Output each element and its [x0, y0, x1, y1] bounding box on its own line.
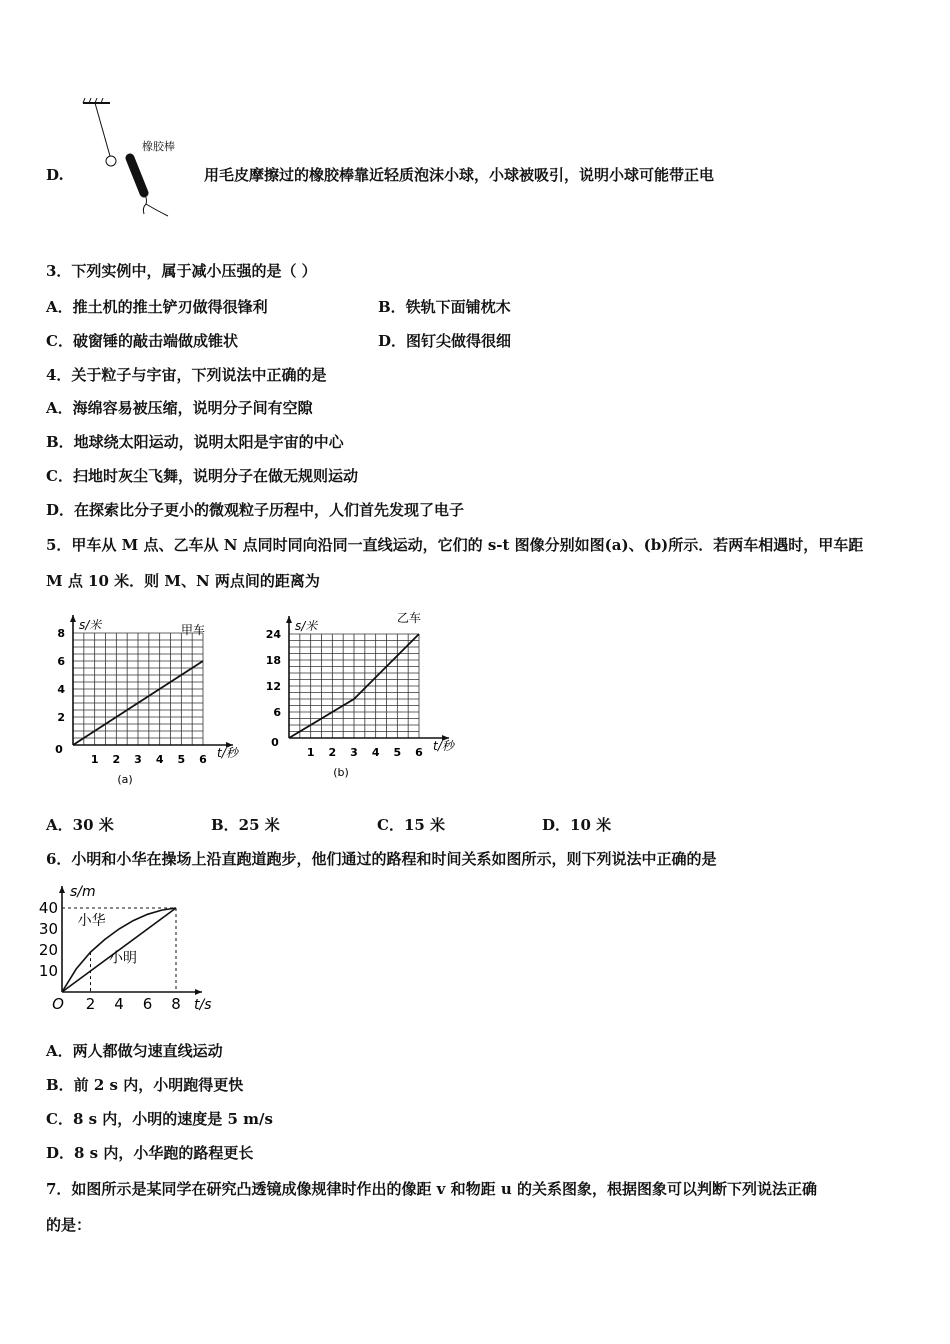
x-tick-label: 2 — [112, 753, 121, 766]
y-axis-label: s/m — [70, 884, 96, 900]
q6-option-b: B．前 2 s 内，小明跑得更快 — [46, 1076, 244, 1094]
y-tick-label: 12 — [265, 680, 281, 693]
chart-caption: (b) — [333, 766, 349, 779]
y-axis-label: s/米 — [295, 619, 318, 633]
q4-option-a: A．海绵容易被压缩，说明分子间有空隙 — [46, 399, 313, 417]
x-tick-label: 0 — [55, 743, 63, 756]
legend-label-xiaoming: 小明 — [109, 950, 138, 967]
q6-stem: 6．小明和小华在操场上沿直跑道跑步，他们通过的路程和时间关系如图所示，则下列说法中正确的是 — [46, 850, 717, 868]
x-tick-label: 3 — [134, 753, 142, 766]
y-tick-label: 10 — [38, 962, 58, 980]
x-tick-label: 4 — [155, 753, 164, 766]
legend-label-xiaohua: 小华 — [77, 912, 106, 929]
q5-option-a: A．30 米 — [46, 816, 114, 834]
x-tick-label: 5 — [393, 746, 402, 759]
q4-option-d: D．在探索比分子更小的微观粒子历程中，人们首先发现了电子 — [46, 501, 465, 519]
x-tick-label: 4 — [371, 746, 380, 759]
x-tick-label: 1 — [90, 753, 99, 766]
y-tick-label: 18 — [265, 654, 281, 667]
chart-b-yi-car — [262, 605, 477, 792]
q5-option-d: D．10 米 — [542, 816, 612, 834]
q3-option-d: D．图钉尖做得很细 — [378, 332, 512, 350]
x-tick-label: 2 — [328, 746, 337, 759]
x-tick-label: 6 — [142, 995, 153, 1013]
q4-stem: 4．关于粒子与宇宙，下列说法中正确的是 — [46, 366, 327, 384]
x-tick-label: 8 — [171, 995, 181, 1013]
y-tick-label: 30 — [38, 920, 58, 938]
chart-caption: (a) — [117, 773, 133, 786]
y-tick-label: 24 — [265, 628, 281, 641]
x-tick-label: O — [52, 995, 64, 1013]
y-tick-label: 6 — [273, 706, 281, 719]
y-axis-arrow — [286, 616, 292, 623]
x-axis-label: t/s — [194, 997, 212, 1013]
x-tick-label: 4 — [114, 995, 124, 1013]
x-tick-label: 2 — [85, 995, 96, 1013]
q4-option-b: B．地球绕太阳运动，说明太阳是宇宙的中心 — [46, 433, 344, 451]
q4-option-c: C．扫地时灰尘飞舞，说明分子在做无规则运动 — [46, 467, 358, 485]
q6-option-c: C．8 s 内，小明的速度是 5 m/s — [46, 1110, 273, 1128]
x-tick-label: 6 — [199, 753, 207, 766]
q5-option-b: B．25 米 — [211, 816, 280, 834]
x-axis-label: t/秒 — [433, 739, 454, 753]
q2-option-d-label: D. — [46, 166, 64, 184]
x-tick-label: 5 — [177, 753, 186, 766]
y-tick-label: 4 — [57, 683, 65, 696]
q6-option-a: A．两人都做匀速直线运动 — [46, 1042, 223, 1060]
q3-option-c: C．破窗锤的敲击端做成锥状 — [46, 332, 238, 350]
y-axis-arrow — [70, 615, 76, 622]
q3-option-a: A．推土机的推土铲刃做得很锋利 — [46, 298, 268, 316]
q5-stem-line2: M 点 10 米．则 M、N 两点间的距离为 — [46, 572, 320, 590]
chart-a-jia-car — [40, 612, 265, 792]
chart-title: 乙车 — [396, 611, 422, 625]
x-tick-label: 0 — [271, 736, 279, 749]
q6-option-d: D．8 s 内，小华跑的路程更长 — [46, 1144, 254, 1162]
q7-stem-line2: 的是： — [46, 1216, 92, 1234]
chart-title: 甲车 — [180, 623, 206, 637]
y-tick-label: 8 — [57, 627, 65, 640]
y-tick-label: 20 — [38, 941, 58, 959]
y-axis-label: s/米 — [79, 618, 102, 632]
x-axis-arrow — [195, 989, 202, 995]
x-tick-label: 1 — [306, 746, 315, 759]
q3-option-b: B．铁轨下面铺枕木 — [378, 298, 511, 316]
rubber-rod-label: 橡胶棒 — [142, 140, 175, 153]
y-axis-arrow — [59, 886, 65, 893]
y-tick-label: 40 — [38, 899, 58, 917]
q5-stem-line1: 5．甲车从 M 点、乙车从 N 点同时同向沿同一直线运动，它们的 s-t 图像分别如图(a)、(b)所示．若两车相遇时，甲车距 — [46, 536, 864, 554]
chart-c-running — [40, 874, 230, 1014]
x-tick-label: 3 — [350, 746, 358, 759]
x-tick-label: 6 — [415, 746, 423, 759]
y-tick-label: 2 — [57, 711, 65, 724]
q2-option-d-text: 用毛皮摩擦过的橡胶棒靠近轻质泡沫小球，小球被吸引，说明小球可能带正电 — [204, 166, 715, 184]
q7-stem-line1: 7．如图所示是某同学在研究凸透镜成像规律时作出的像距 v 和物距 u 的关系图象，根据图象可以判断下列说法正确 — [46, 1180, 817, 1198]
q5-option-c: C．15 米 — [377, 816, 446, 834]
pendulum-figure — [80, 98, 190, 223]
x-axis-label: t/秒 — [217, 746, 238, 760]
q3-stem: 3．下列实例中，属于减小压强的是（ ） — [46, 262, 317, 280]
y-tick-label: 6 — [57, 655, 65, 668]
